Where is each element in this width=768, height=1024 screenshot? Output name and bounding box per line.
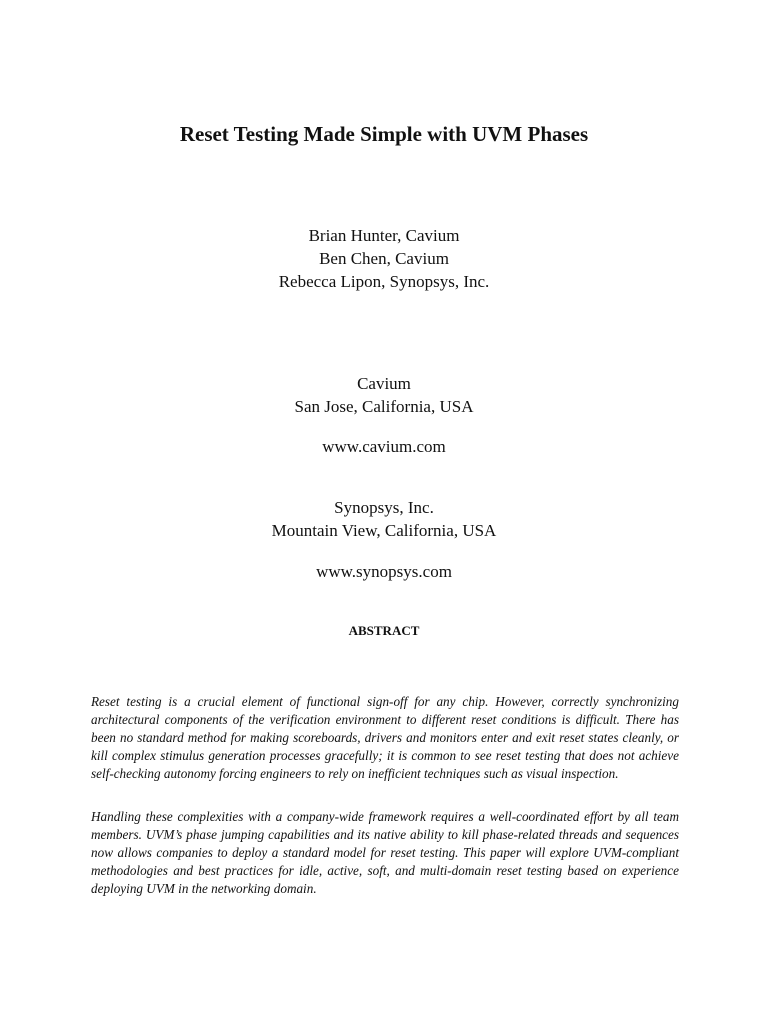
affiliation-name: Cavium [357,374,411,393]
abstract-paragraph-text: Reset testing is a crucial element of functional sign-off for any chip. However, correctly synchronizing architectural components of the verification environment to different reset conditions is difficult. There has been no standard method for making scoreboards, drivers and monitors enter and exit reset states cleanly, or kill complex stimulus generation processes gracefully; it is common to see reset testing that does not achieve self-checking autonomy forcing engineers to rely on inefficient techniques such as visual inspection. [91,694,679,781]
affiliation-name: Synopsys, Inc. [334,498,434,517]
affiliation-cavium [0,372,768,418]
abstract-paragraph-text: Handling these complexities with a company-wide framework requires a well-coordinated effort by all team members. UVM’s phase jumping capabilities and its native ability to kill phase-related threads and sequences now allows companies to deploy a standard model for reset testing. This paper will explore UVM-compliant methodologies and best practices for idle, active, soft, and multi-domain reset testing based on experience deploying UVM in the networking domain. [91,809,679,896]
abstract-heading: ABSTRACT [348,623,420,638]
author-name: Ben Chen, Cavium [319,249,449,268]
website-text: www.cavium.com [322,437,446,456]
affiliation-synopsys [0,496,768,542]
affiliation-website [0,435,768,458]
paper-title: Reset Testing Made Simple with UVM Phases [179,122,589,146]
affiliation-location: San Jose, California, USA [294,397,474,416]
author-name: Rebecca Lipon, Synopsys, Inc. [278,272,490,291]
affiliation-location: Mountain View, California, USA [271,521,497,540]
author-list [0,224,768,293]
affiliation-website [0,560,768,583]
author-name: Brian Hunter, Cavium [308,226,460,245]
abstract-paragraph [91,693,679,783]
abstract-paragraph [91,808,679,898]
website-text: www.synopsys.com [316,562,452,581]
